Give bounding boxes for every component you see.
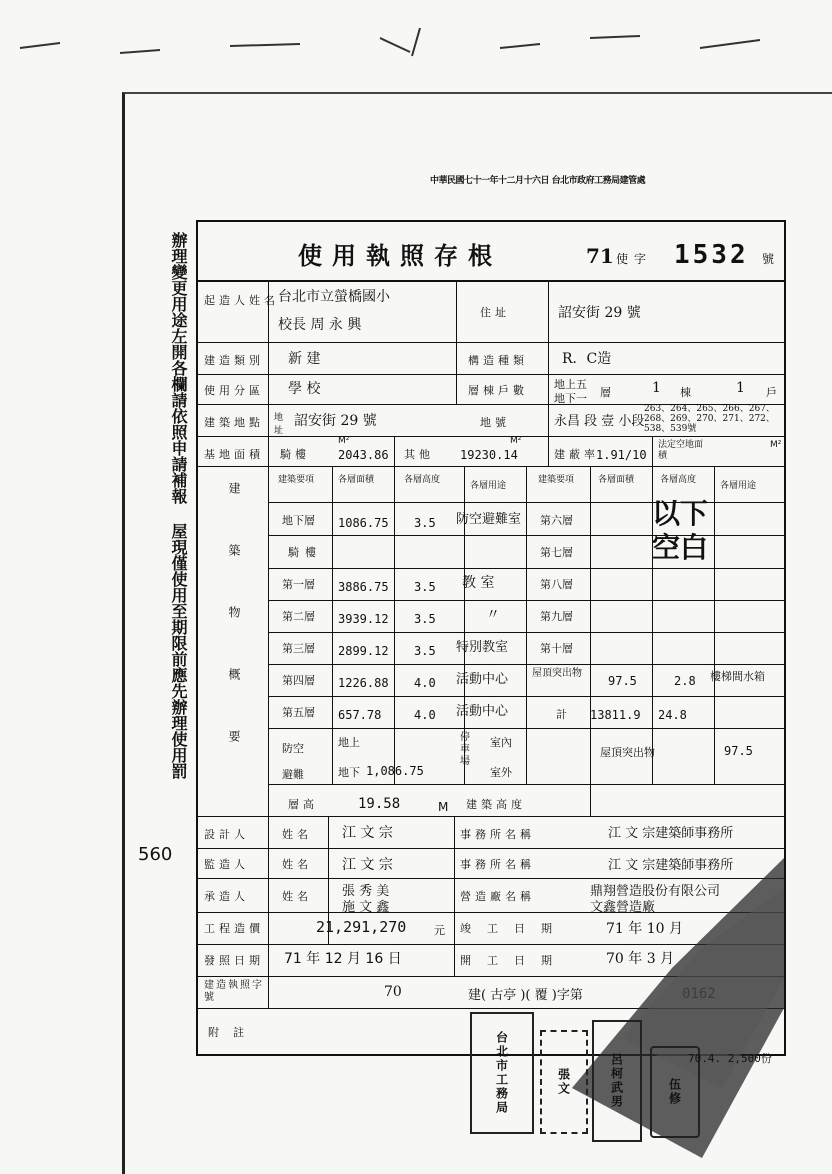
- floor-3-use: 特別教室: [456, 640, 509, 655]
- contractor-company: 鼎翔營造股份有限公司: [590, 884, 721, 899]
- start-date: 70 年 3 月: [606, 951, 675, 967]
- remarks-label: 附註: [208, 1026, 258, 1039]
- cost-label: 工程造價: [204, 922, 264, 935]
- permit-number: 1532: [674, 240, 749, 270]
- contractor-name2: 施 文 鑫: [342, 900, 390, 915]
- floor-5-height: 4.0: [414, 708, 436, 722]
- units: 1: [736, 380, 745, 396]
- floor-b1-name: 地下層: [282, 514, 315, 527]
- designer-label: 設計人: [204, 828, 249, 841]
- print-note: 70.4. 2,500份: [688, 1052, 772, 1065]
- floors-label: 層棟戶數: [468, 384, 528, 397]
- floor-5-name: 第五層: [282, 706, 315, 719]
- floor-height-value: 19.58: [358, 796, 401, 812]
- applicant-label: 起造人姓名: [204, 294, 279, 307]
- permit-form: [196, 220, 786, 1056]
- bldg-unit: M²: [338, 436, 350, 446]
- floor-8-name: 第八層: [540, 578, 573, 591]
- permit-year: 71: [586, 244, 614, 268]
- contractor-company2: 文鑫營造廠: [590, 900, 656, 915]
- building-summary-label: 建築物概要: [227, 482, 241, 792]
- issue-label: 發照日期: [204, 954, 264, 967]
- floor-1-use: 教 室: [462, 575, 495, 591]
- floor-2-name: 第二層: [282, 610, 315, 623]
- parking-in: 室內: [490, 736, 512, 749]
- form-title: 使用執照存根: [298, 241, 502, 270]
- floors-up: 地上五: [554, 378, 587, 391]
- permit-ref-text: 建( 古亭 )( 覆 )字第: [468, 988, 583, 1003]
- site-label: 建築地點: [204, 416, 264, 429]
- cost-value: 21,291,270: [316, 918, 407, 936]
- complete-date: 71 年 10 月: [606, 921, 683, 937]
- category-label: 建造類別: [204, 354, 264, 367]
- floor-4-use: 活動中心: [456, 672, 509, 687]
- blocks: 1: [652, 380, 661, 396]
- floor-4-area: 1226.88: [338, 676, 389, 690]
- permit-suffix: 號: [762, 252, 775, 266]
- base-area-label: 基地面積: [204, 448, 264, 461]
- roof-use: 樓梯間水箱: [710, 670, 765, 683]
- site-value: 詔安街 29 號: [294, 413, 377, 429]
- floor-height-label: 層高: [288, 798, 318, 811]
- floor-4-height: 4.0: [414, 676, 436, 690]
- floor-height-unit: M: [438, 800, 449, 814]
- contractor-name-label: 姓名: [282, 890, 312, 903]
- title-row: [198, 222, 784, 282]
- floor-4-name: 第四層: [282, 674, 315, 687]
- floor-6-name: 第六層: [540, 514, 573, 527]
- other-unit: M²: [510, 436, 522, 446]
- block-unit: 棟: [680, 386, 691, 399]
- roof-value-2: 97.5: [724, 744, 753, 758]
- cost-unit: 元: [434, 924, 445, 937]
- designer-office: 江 文 宗建築師事務所: [608, 826, 734, 841]
- floor-1-area: 3886.75: [338, 580, 389, 594]
- side-note: 辦理變更用途左開各欄請依照申請補報 屋現僅使用至期限前應先辦理使用罰: [169, 232, 188, 779]
- other-label: 其他: [404, 448, 434, 461]
- margin-number: 560: [138, 844, 173, 865]
- parking-out: 室外: [490, 766, 512, 779]
- floor-b1-area: 1086.75: [338, 516, 389, 530]
- address-value: 詔安街 29 號: [558, 305, 641, 321]
- unit-unit: 戶: [766, 386, 777, 399]
- contractor-label: 承造人: [204, 890, 249, 903]
- floor-arcade-name: 騎樓: [288, 546, 322, 559]
- hdr-use-right: 各層用途: [720, 481, 757, 491]
- hdr-use: 各層用途: [470, 481, 507, 491]
- roof-name: 屋頂突出物: [532, 668, 582, 679]
- supervisor-name-label: 姓名: [282, 858, 312, 871]
- roof-area: 97.5: [608, 674, 637, 688]
- floor-b1-height: 3.5: [414, 516, 436, 530]
- designer-name: 江 文 宗: [342, 825, 393, 841]
- floor-2-height: 3.5: [414, 612, 436, 626]
- roof-label-2: 屋頂突出物: [600, 746, 655, 759]
- ratio-label: 建蔽率: [554, 448, 599, 461]
- seal-1: 台北市工務局: [470, 1012, 534, 1134]
- building-height-label: 建築高度: [466, 798, 526, 811]
- hdr-item-right: 建築要項: [538, 475, 575, 485]
- supervisor-name: 江 文 宗: [342, 857, 393, 873]
- permit-ref-year: 70: [384, 984, 402, 1000]
- shelter-down: 地下: [338, 766, 360, 779]
- use-zone-label: 使用分區: [204, 384, 264, 397]
- designer-office-label: 事務所名稱: [460, 828, 535, 841]
- seal-2: 張文: [540, 1030, 588, 1134]
- floor-10-name: 第十層: [540, 642, 573, 655]
- use-zone-value: 學 校: [288, 381, 321, 397]
- shelter-up: 地上: [338, 736, 360, 749]
- applicant-name2: 校長 周 永 興: [278, 317, 362, 333]
- contractor-company-label: 營造廠名稱: [460, 890, 535, 903]
- floor-7-name: 第七層: [540, 546, 573, 559]
- floor-3-area: 2899.12: [338, 644, 389, 658]
- hdr-item: 建築要項: [278, 475, 315, 485]
- hdr-area-right: 各層面積: [598, 475, 635, 485]
- top-scribble: [0, 8, 832, 78]
- seal-4: 伍修: [650, 1046, 700, 1138]
- total-height: 24.8: [658, 708, 687, 722]
- other-value: 19230.14: [460, 448, 518, 462]
- contractor-name: 張 秀 美: [342, 884, 390, 899]
- floor-3-height: 3.5: [414, 644, 436, 658]
- lot-label: 地號: [480, 416, 510, 429]
- legal-open-label: 法定空地面積: [658, 440, 704, 461]
- floor-2-area: 3939.12: [338, 612, 389, 626]
- lot-section: 永昌 段 壹 小段: [554, 414, 645, 429]
- floor-5-area: 657.78: [338, 708, 382, 722]
- hdr-height: 各層高度: [404, 475, 441, 485]
- applicant-name: 台北市立螢橋國小: [278, 289, 390, 305]
- designer-name-label: 姓名: [282, 828, 312, 841]
- supervisor-office: 江 文 宗建築師事務所: [608, 858, 734, 873]
- floor-unit: 層: [600, 386, 611, 399]
- category-value: 新 建: [288, 351, 321, 367]
- site-sub: 地址: [274, 413, 284, 436]
- seal-3: 呂柯武男: [592, 1020, 642, 1142]
- ratio-value: 1.91/10: [596, 448, 647, 462]
- structure-label: 構造種類: [468, 354, 528, 367]
- floor-1-height: 3.5: [414, 580, 436, 594]
- floor-9-name: 第九層: [540, 610, 573, 623]
- below-blank-mark: 以下空白: [651, 497, 708, 564]
- shelter-value: 1,086.75: [366, 764, 424, 778]
- bldg-label: 騎樓: [280, 448, 310, 461]
- permit-label: 使字: [616, 252, 653, 266]
- issue-date: 71 年 12 月 16 日: [284, 951, 402, 967]
- roof-height: 2.8: [674, 674, 696, 688]
- lot-numbers: 263、264、265、266、267、268、269、270、271、272、538、539號: [644, 404, 775, 434]
- permit-ref-label: 建造執照字號: [204, 980, 264, 1003]
- floor-3-name: 第三層: [282, 642, 315, 655]
- legal-unit: M²: [770, 440, 782, 450]
- hdr-area: 各層面積: [338, 475, 375, 485]
- floor-2-use: 〃: [486, 607, 500, 623]
- floor-1-name: 第一層: [282, 578, 315, 591]
- supervisor-office-label: 事務所名稱: [460, 858, 535, 871]
- structure-value: R．C造: [562, 351, 612, 367]
- shelter-label: 防空避難: [282, 742, 304, 781]
- total-area: 13811.9: [590, 708, 641, 722]
- address-label: 住址: [480, 306, 510, 319]
- floor-5-use: 活動中心: [456, 704, 509, 719]
- received-stamp: 中華民國七十一年十二月十六日 台北市政府工務局建管處: [430, 176, 646, 186]
- complete-label: 竣工日期: [460, 922, 568, 935]
- total-name: 計: [556, 708, 567, 721]
- parking-label: 停車場: [460, 732, 470, 767]
- bldg-value: 2043.86: [338, 448, 389, 462]
- start-label: 開工日期: [460, 954, 568, 967]
- floors-down: 地下一: [554, 392, 587, 405]
- floor-b1-use: 防空避難室: [456, 512, 522, 527]
- hdr-height-right: 各層高度: [660, 475, 697, 485]
- supervisor-label: 監造人: [204, 858, 249, 871]
